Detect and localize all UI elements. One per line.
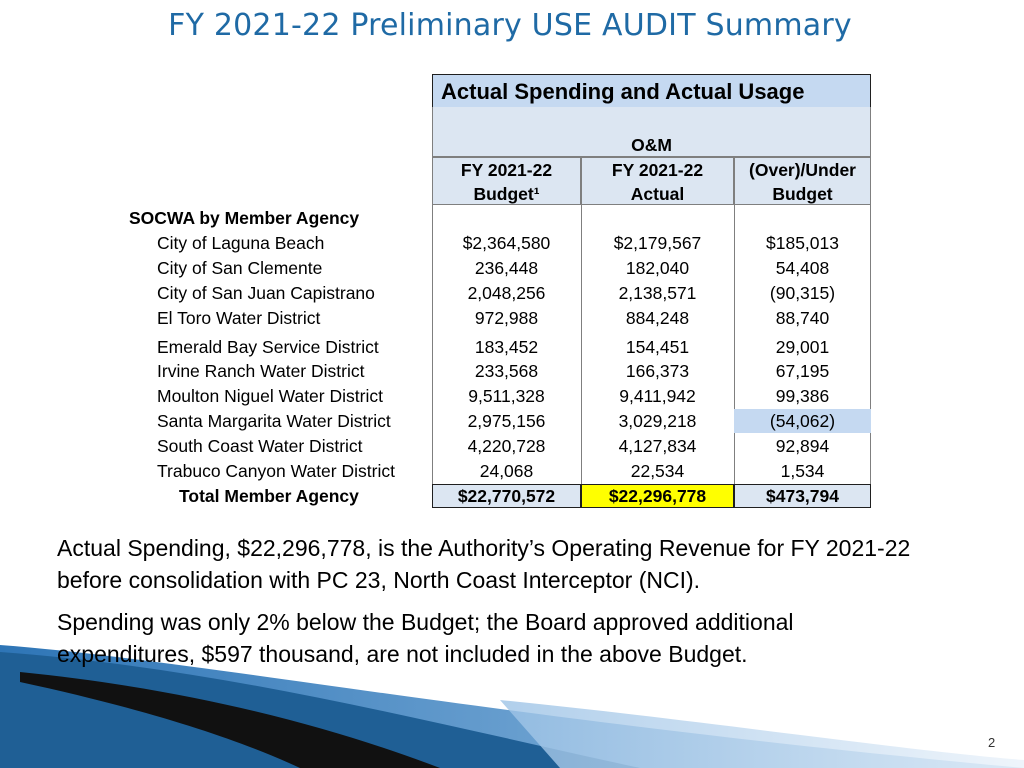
total-variance: $473,794 [734,484,871,508]
variance-value: 92,894 [775,436,830,456]
column-header-actual: FY 2021-22 Actual [581,157,734,205]
row-name: Irvine Ranch Water District [157,361,365,381]
budget-value: 2,975,156 [467,411,546,431]
variance-value: 1,534 [780,461,825,481]
row-name: South Coast Water District [157,436,363,456]
total-actual: $22,296,778 [581,484,734,508]
budget-value: 9,511,328 [468,386,545,406]
row-name: Santa Margarita Water District [157,411,391,431]
table-main-header: Actual Spending and Actual Usage [432,74,871,107]
variance-value: 67,195 [775,361,830,381]
page-number: 2 [988,735,996,750]
variance-value: 88,740 [775,308,830,328]
row-name: City of Laguna Beach [157,233,325,253]
variance-value: 29,001 [775,337,830,357]
total-label: Total Member Agency [179,486,359,506]
actual-value: 166,373 [625,361,690,381]
slide-title: FY 2021-22 Preliminary USE AUDIT Summary [168,8,852,43]
variance-value: (90,315) [769,283,836,303]
row-name: City of San Juan Capistrano [157,283,375,303]
budget-value: 233,568 [474,361,539,381]
variance-value: $185,013 [766,233,839,253]
actual-value: 182,040 [625,258,690,278]
row-name: Emerald Bay Service District [157,337,379,357]
actual-value: 2,138,571 [618,283,697,303]
budget-value: 2,048,256 [467,283,546,303]
budget-value: 4,220,728 [467,436,546,456]
column-header-variance: (Over)/Under Budget [734,157,871,205]
actual-value: 4,127,834 [618,436,697,456]
variance-value: (54,062) [769,411,836,431]
section-label: SOCWA by Member Agency [129,208,360,228]
budget-value: $2,364,580 [462,233,551,253]
budget-value: 183,452 [474,337,539,357]
row-name: Moulton Niguel Water District [157,386,383,406]
variance-value: 54,408 [775,258,830,278]
actual-value: 884,248 [625,308,690,328]
actual-value: 22,534 [630,461,685,481]
actual-value: 9,411,942 [619,386,696,406]
total-budget: $22,770,572 [432,484,581,508]
summary-paragraph: Spending was only 2% below the Budget; the Board approved additional expenditures, $597 thousand, are not included in the above Budget. [57,609,794,667]
budget-value: 972,988 [474,308,539,328]
row-name: City of San Clemente [157,258,323,278]
row-name: El Toro Water District [157,308,321,328]
budget-value: 24,068 [479,461,534,481]
table-group-header: O&M [631,135,672,155]
row-name: Trabuco Canyon Water District [157,461,395,481]
column-header-budget: FY 2021-22 Budget¹ [432,157,581,205]
actual-value: 154,451 [625,337,690,357]
actual-value: $2,179,567 [613,233,702,253]
summary-paragraph: Actual Spending, $22,296,778, is the Authority’s Operating Revenue for FY 2021-22 before consolidation with PC 23, North Coast Interceptor (NCI). [57,535,911,593]
budget-value: 236,448 [474,258,539,278]
variance-value: 99,386 [775,386,830,406]
actual-value: 3,029,218 [618,411,697,431]
